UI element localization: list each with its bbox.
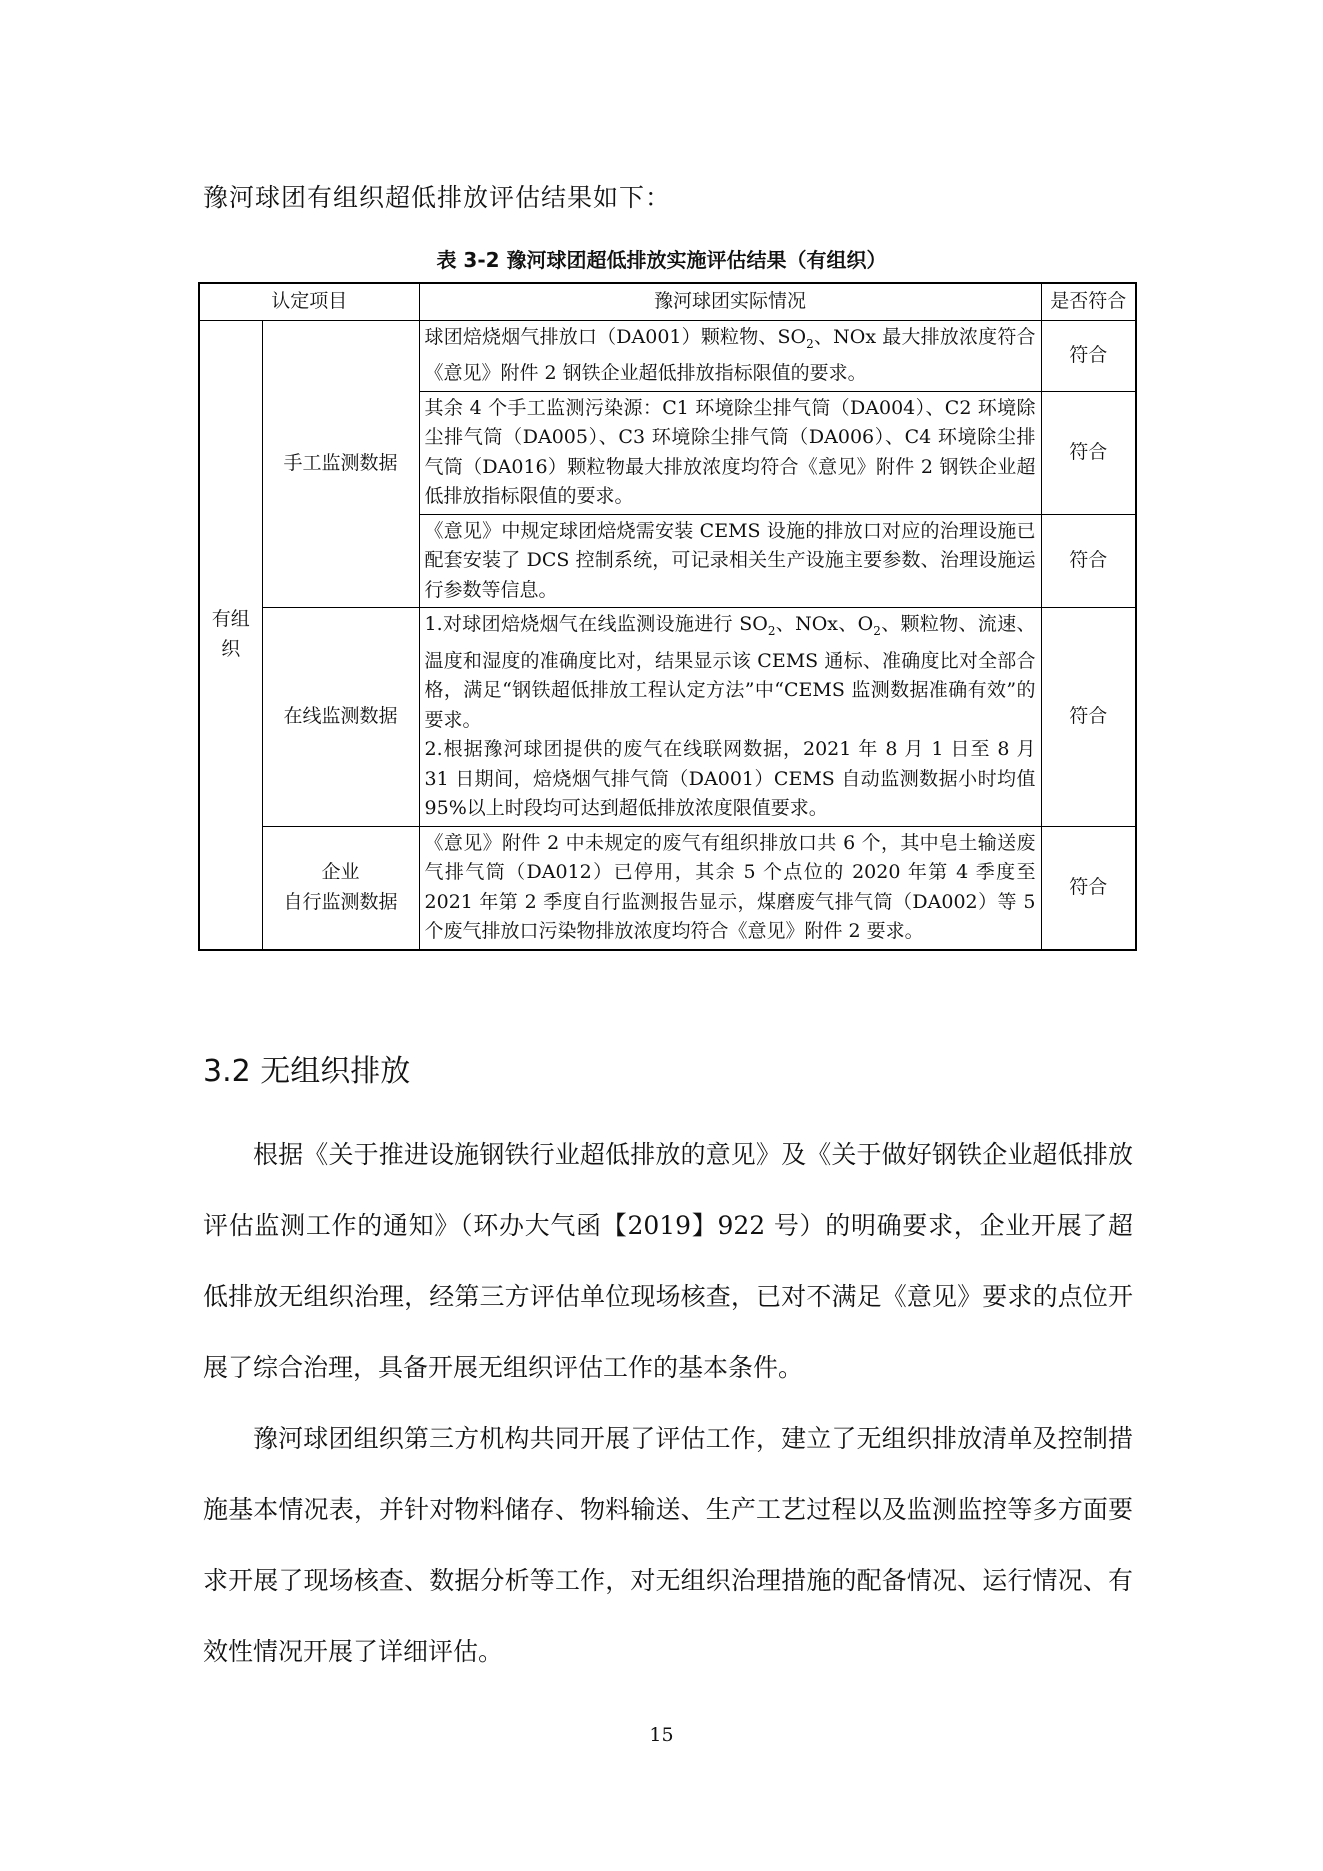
detail-point-1: 1.对球团焙烧烟气在线监测设施进行 $SO_2$、NOx、$O_2$、颗粒物、流速、温度和湿度的准确度比对，结果显示该 CEMS 通标、准确度比对全部合格，满足“钢铁超低排放工程认定方法”中“CEMS 监测数据准确有效”的要求。 xyxy=(424,613,1036,731)
detail-cell: 其余 4 个手工监测污染源：C1 环境除尘排气筒（DA004）、C2 环境除尘排气筒（DA005）、C3 环境除尘排气筒（DA006）、C4 环境除尘排气筒（DA016）颗粒物最大排放浓度均符合《意见》附件 2 钢铁企业超低排放指标限值的要求。 xyxy=(419,391,1041,514)
compliance-cell: 符合 xyxy=(1041,514,1136,608)
header-item: 认定项目 xyxy=(199,283,419,321)
intro-text: 豫河球团有组织超低排放评估结果如下： xyxy=(203,183,672,212)
category-manual: 手工监测数据 xyxy=(262,321,419,608)
detail-point-2: 2.根据豫河球团提供的废气在线联网数据，2021 年 8 月 1 日至 8 月 31 日期间，焙烧烟气排气筒（DA001）CEMS 自动监测数据小时均值 95%以上时段均可达到超低排放浓度限值要求。 xyxy=(424,738,1036,820)
group-label: 有组织 xyxy=(199,321,262,950)
compliance-cell: 符合 xyxy=(1041,826,1136,950)
assessment-table xyxy=(198,282,1137,951)
section-heading: 3.2 无组织排放 xyxy=(203,1054,411,1089)
compliance-cell: 符合 xyxy=(1041,391,1136,514)
compliance-cell: 符合 xyxy=(1041,608,1136,826)
table-header-row xyxy=(199,283,1136,321)
detail-cell: 球团焙烧烟气排放口（DA001）颗粒物、$SO_2$、NOx 最大排放浓度符合《意见》附件 2 钢铁企业超低排放指标限值的要求。 xyxy=(419,321,1041,392)
compliance-cell: 符合 xyxy=(1041,321,1136,392)
category-online: 在线监测数据 xyxy=(262,608,419,826)
table-row xyxy=(199,826,1136,950)
table-row xyxy=(199,321,1136,392)
header-compliance: 是否符合 xyxy=(1041,283,1136,321)
body-paragraph: 豫河球团组织第三方机构共同开展了评估工作，建立了无组织排放清单及控制措施基本情况表，并针对物料储存、物料输送、生产工艺过程以及监测监控等多方面要求开展了现场核查、数据分析等工作，对无组织治理措施的配备情况、运行情况、有效性情况开展了详细评估。 xyxy=(203,1424,1133,1666)
header-actual: 豫河球团实际情况 xyxy=(419,283,1041,321)
table-caption: 表 3-2 豫河球团超低排放实施评估结果（有组织） xyxy=(436,248,887,272)
detail-cell xyxy=(419,608,1041,826)
category-self-monitoring: 企业 自行监测数据 xyxy=(262,826,419,950)
detail-cell: 《意见》附件 2 中未规定的废气有组织排放口共 6 个，其中皂土输送废气排气筒（DA012）已停用，其余 5 个点位的 2020 年第 4 季度至 2021 年第 2 季度自行监测报告显示，煤磨废气排气筒（DA002）等 5 个废气排放口污染物排放浓度均符合《意见》附件 2 要求。 xyxy=(419,826,1041,950)
body-paragraph: 根据《关于推进设施钢铁行业超低排放的意见》及《关于做好钢铁企业超低排放评估监测工作的通知》（环办大气函【2019】922 号）的明确要求，企业开展了超低排放无组织治理，经第三方评估单位现场核查，已对不满足《意见》要求的点位开展了综合治理，具备开展无组织评估工作的基本条件。 xyxy=(203,1140,1133,1382)
table-row xyxy=(199,608,1136,826)
detail-cell: 《意见》中规定球团焙烧需安装 CEMS 设施的排放口对应的治理设施已配套安装了 DCS 控制系统，可记录相关生产设施主要参数、治理设施运行参数等信息。 xyxy=(419,514,1041,608)
page-number: 15 xyxy=(649,1724,674,1746)
